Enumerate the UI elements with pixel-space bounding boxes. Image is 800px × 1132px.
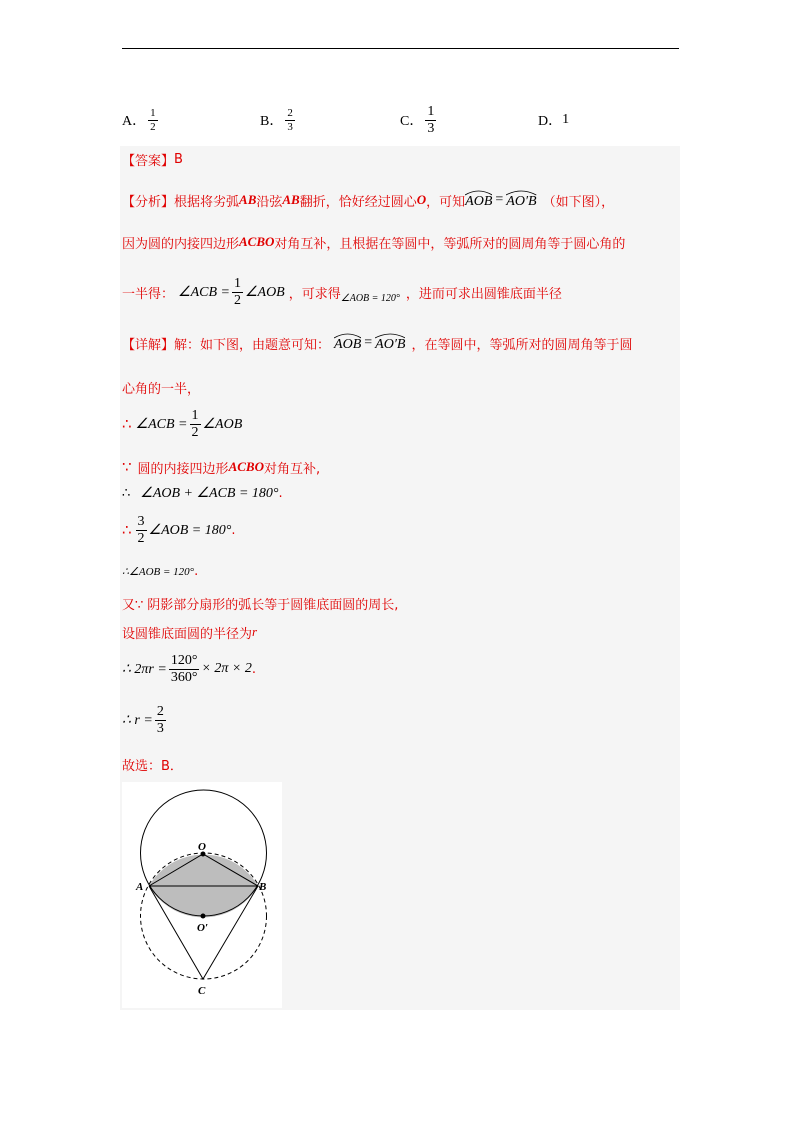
header-rule [122,48,679,49]
numerator: 3 [137,513,145,529]
option-a-fraction [148,108,158,133]
denominator: 2 [233,292,241,308]
formula-aob-120: ∠AOB = 120° [340,292,400,304]
analysis-line-3 [122,274,562,310]
option-d-value: 1 [562,112,570,127]
analysis-text: 根据将劣弧 [174,194,240,210]
denominator: 2 [137,530,145,546]
analysis-text: 翻折，恰好经过圆心 [299,194,417,210]
option-a-denominator: 2 [150,120,156,133]
option-b[interactable] [260,100,297,140]
detail-text: 设圆锥底面圆的半径为 [122,626,253,642]
period: . [231,522,236,538]
formula-text: ∠ACB = [178,284,230,300]
formula-text: ∠AOB [244,284,285,300]
detail-step-9 [122,700,168,740]
arc-equation [334,333,405,353]
arc-aob: AOB [465,194,493,209]
fraction-two-thirds [155,705,166,736]
therefore-symbol: ∴ [122,485,131,501]
formula-aob-plus-acb: ∠AOB + ∠ACB = 180° [140,485,279,501]
formula-text: ∠AOB [202,416,243,432]
formula-arc-length [122,654,252,685]
option-c[interactable] [400,100,438,140]
analysis-text: 因为圆的内接四边形 [122,236,240,252]
numerator: 120° [170,652,198,668]
option-c-numerator: 1 [427,103,435,119]
period: . [194,563,199,579]
option-c-fraction [425,105,436,136]
option-a-label: A． [122,114,147,129]
formula-aob-120: ∴∠AOB = 120° [122,565,195,578]
formula-r-result [122,705,168,736]
quadrilateral-acbo: ACBO [239,234,275,249]
detail-text: 圆的内接四边形 [137,461,229,477]
answer-line [122,149,183,169]
arc-equation [465,190,536,210]
detail-step-4 [122,512,236,548]
detail-step-6 [122,592,398,614]
point-o-prime-dot [201,914,206,919]
equals-sign: = [495,192,504,207]
formula-text: ∠AOB = 180° [148,522,232,538]
denominator: 3 [156,720,164,736]
arc-ao2b: AO′B [506,194,537,209]
conclusion-text: 故选：B． [122,758,183,774]
because-symbol: ∵ [122,458,132,476]
detail-conclusion [122,754,183,774]
period: . [251,661,256,677]
analysis-formula-1 [178,277,285,308]
detail-step-7 [122,621,257,643]
analysis-text: 对角互补，且根据在等圆中，等弧所对的圆周角等于圆心角的 [274,236,626,252]
fraction-half [232,277,243,308]
formula-acb-half-aob [136,409,243,440]
answer-value: B [174,151,183,167]
option-b-numerator: 2 [287,106,293,119]
segment-ab: AB [239,192,257,207]
answer-tag: 【答案】 [122,153,175,169]
detail-line-1 [122,329,632,357]
option-c-denominator: 3 [427,120,435,136]
fraction-half [190,409,201,440]
analysis-text: 一半得： [122,286,175,302]
detail-text: ，在等圆中，等弧所对的圆周角等于圆 [411,337,633,353]
analysis-text: ，可知 [426,194,466,210]
label-o-prime: O′ [197,922,209,934]
therefore-symbol: ∴ [122,521,132,539]
option-c-label: C． [400,114,424,129]
label-o: O [198,841,206,853]
quadrilateral-acbo: ACBO [228,459,264,474]
analysis-text: （如下图）， [542,194,615,210]
detail-tag: 【详解】 [122,337,175,353]
detail-step-8 [122,649,256,689]
answer-options [122,100,722,140]
label-a: A [136,881,144,893]
formula-text: ∴ 2πr = [122,661,167,677]
detail-step-5 [122,561,198,581]
denominator: 2 [191,424,199,440]
option-d-label: D． [538,114,563,129]
formula-text: ∴ r = [122,712,153,728]
detail-step-2 [122,456,320,478]
numerator: 2 [156,703,164,719]
geometry-figure [122,782,282,1008]
analysis-text: 沿弦 [256,194,283,210]
detail-text: 解：如下图，由题意可知： [174,337,331,353]
arc-ao2b: AO′B [375,337,406,352]
fraction-120-360 [169,654,200,685]
detail-text: 又∵ [122,597,144,613]
numerator: 1 [191,407,199,423]
formula-text: × 2π × 2 [201,661,252,676]
segment-ab: AB [282,192,300,207]
numerator: 1 [233,275,241,291]
option-b-fraction [285,108,295,133]
option-b-denominator: 3 [287,120,293,133]
analysis-line-1 [122,186,614,214]
analysis-tag: 【分析】 [122,194,175,210]
detail-step-1 [122,406,242,442]
detail-text: 对角互补, [263,461,321,477]
denominator: 360° [170,669,198,685]
geometry-diagram [122,782,282,1008]
option-b-label: B． [260,114,284,129]
radius-r: r [252,624,258,639]
option-a[interactable] [122,100,160,140]
point-o: O [416,192,427,207]
option-a-numerator: 1 [150,106,156,119]
fraction-three-halves [136,515,147,546]
analysis-text: ，进而可求出圆锥底面半径 [405,286,562,302]
period: . [278,485,283,501]
option-d[interactable] [538,100,569,140]
arc-aob: AOB [334,337,362,352]
formula-three-halves [134,515,232,546]
therefore-symbol: ∴ [122,415,132,433]
analysis-text: ，可求得 [288,286,341,302]
equals-sign: = [364,335,373,350]
label-c: C [198,985,206,997]
detail-line-2 [122,376,200,398]
detail-text: 心角的一半， [122,381,201,397]
label-b: B [259,881,267,893]
detail-step-3 [122,482,283,504]
analysis-line-2 [122,230,625,254]
formula-text: ∠ACB = [135,416,188,432]
detail-text: 阴影部分扇形的弧长等于圆锥底面圆的周长, [147,597,399,613]
